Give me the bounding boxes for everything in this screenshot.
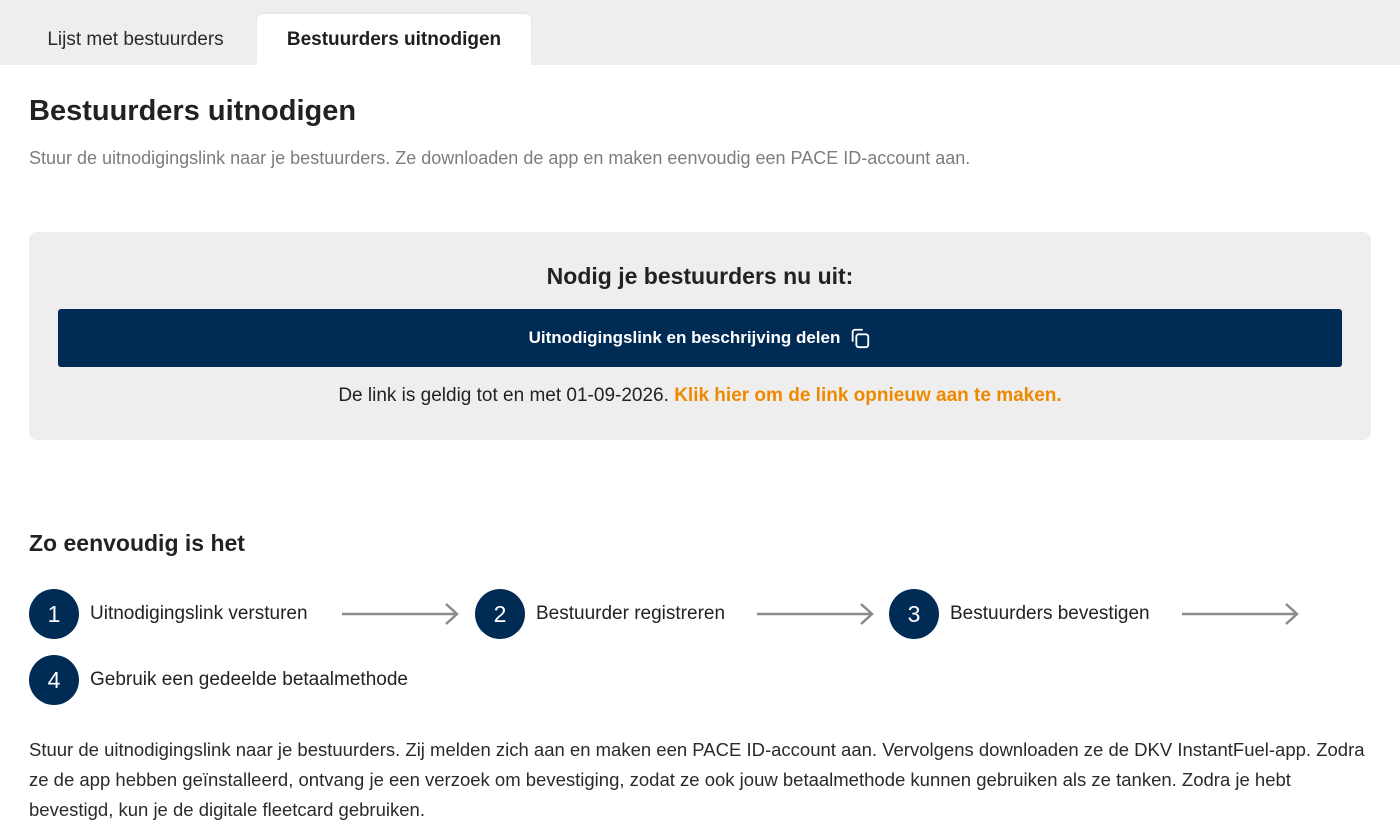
step-number-badge: 3 (889, 589, 939, 639)
tab-driver-list[interactable]: Lijst met bestuurders (47, 28, 224, 50)
tab-bar (0, 0, 1400, 65)
invite-card (29, 232, 1371, 440)
steps-section-title: Zo eenvoudig is het (29, 530, 245, 556)
arrow-right-icon (755, 602, 875, 626)
share-invite-link-button[interactable] (58, 309, 1342, 367)
step-number-badge: 4 (29, 655, 79, 705)
link-validity (29, 385, 1371, 407)
regenerate-link[interactable]: Klik hier om de link opnieuw aan te maken. (674, 385, 1062, 406)
step-label: Uitnodigingslink versturen (90, 603, 308, 624)
share-button-label: Uitnodigingslink en beschrijving delen (528, 328, 841, 347)
step-label: Bestuurders bevestigen (950, 603, 1150, 624)
arrow-right-icon (340, 602, 460, 626)
validity-text: De link is geldig tot en met 01-09-2026. (338, 385, 669, 406)
steps-description: Stuur de uitnodigingslink naar je bestuurders. Zij melden zich aan en maken een PACE ID-account aan. Vervolgens downloaden ze de DKV InstantFuel-app. Zodra ze de app hebben geïnstalleerd, ontvang je een verzoek om bevestiging, zodat ze ook jouw betaalmethode kunnen gebruiken als ze tanken. Zodra je hebt bevestigd, kun je de digitale fleetcard gebruiken. (29, 739, 1365, 820)
step-4 (29, 655, 408, 705)
arrow-right-icon (1180, 602, 1300, 626)
page-title: Bestuurders uitnodigen (29, 95, 357, 127)
step-number-badge: 2 (475, 589, 525, 639)
page-subtitle: Stuur de uitnodigingslink naar je bestuurders. Ze downloaden de app en maken eenvoudig een PACE ID-account aan. (29, 148, 971, 168)
step-number-badge: 1 (29, 589, 79, 639)
step-label: Gebruik een gedeelde betaalmethode (90, 669, 408, 690)
step-3 (889, 589, 1150, 639)
tab-invite-drivers[interactable]: Bestuurders uitnodigen (257, 14, 531, 65)
step-1 (29, 589, 308, 639)
step-label: Bestuurder registreren (536, 603, 726, 624)
copy-icon (849, 327, 871, 349)
invite-heading: Nodig je bestuurders nu uit: (546, 263, 854, 289)
step-2 (475, 589, 725, 639)
